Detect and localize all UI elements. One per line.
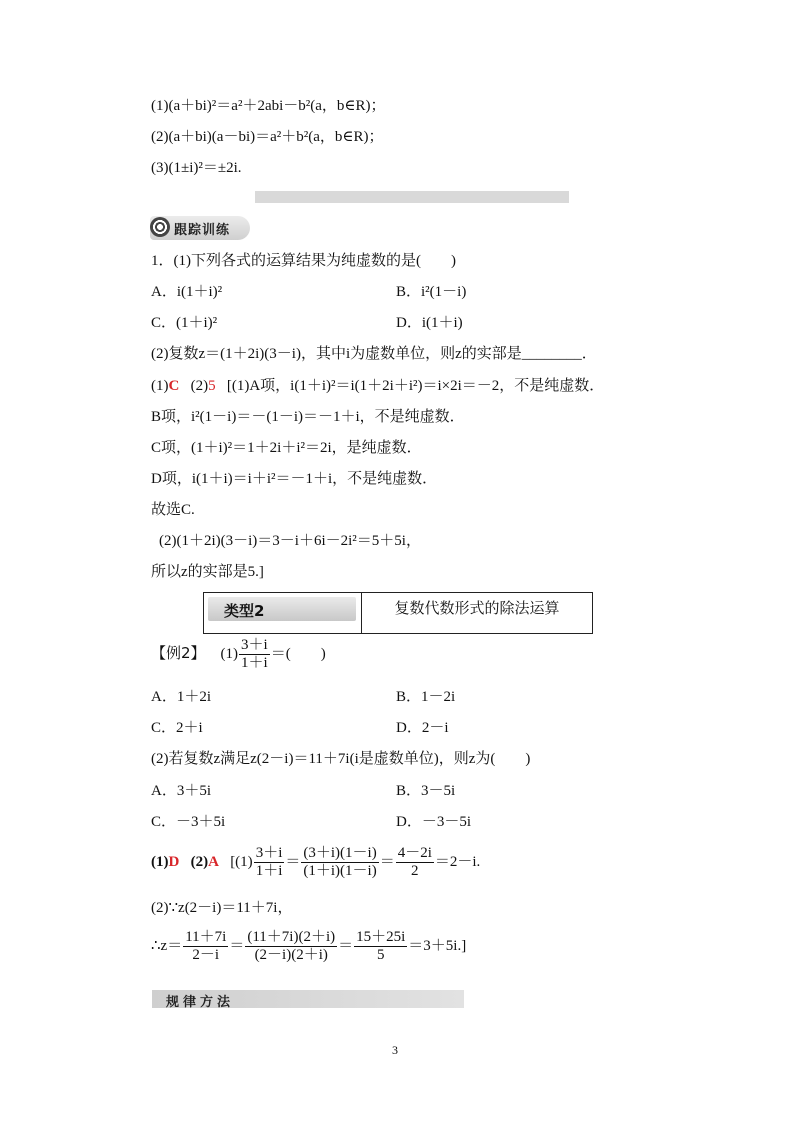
answer2-line1: (1)D (2)A [(1) $\frac{3+i}{1+i}$ ＝ $\frac{(3+i)(1-i)}{(1+i)(1-i)}$ ＝ $\frac{4-2i}{2}$ ＝2－i. bbox=[151, 845, 481, 880]
ex2-q2-option-b: B．3－5i bbox=[396, 783, 456, 799]
sol2-fraction-1 bbox=[183, 929, 228, 964]
sol1-fraction-1 bbox=[254, 845, 285, 880]
type-tag-cell bbox=[204, 593, 362, 633]
answer2-p2-prefix: (2) bbox=[190, 854, 209, 870]
answer1-p1-prefix: (1) bbox=[151, 378, 169, 394]
type-heading-box bbox=[203, 592, 593, 634]
q1-part2: (2)复数z＝(1＋2i)(3－i)，其中i为虚数单位，则z的实部是________． bbox=[151, 346, 597, 362]
sol1-f1-den: 1＋i bbox=[255, 863, 283, 880]
sol2-g2-num: (11＋7i)(2＋i) bbox=[247, 929, 336, 946]
sol1-fraction-2 bbox=[301, 845, 378, 880]
q1-option-c: C．(1＋i)² bbox=[151, 315, 218, 331]
ex2-q2-stem: (2)若复数z满足z(2－i)＝11＋7i(i是虚数单位)，则z为( ) bbox=[151, 751, 531, 767]
target-icon bbox=[150, 217, 170, 237]
sol2-g2-den: (2－i)(2＋i) bbox=[254, 947, 328, 964]
formula-line-3: (3)(1±i)²＝±2i. bbox=[151, 160, 242, 176]
answer1-conclusion: 所以z的实部是5.] bbox=[151, 564, 264, 580]
answer1-p2-value: 5 bbox=[208, 378, 216, 394]
answer2-p2-letter: A bbox=[208, 854, 219, 870]
sol1-f2-den: (1＋i)(1－i) bbox=[303, 863, 377, 880]
ex2-q1-numerator: 3＋i bbox=[241, 637, 268, 654]
q1-stem: 1．(1)下列各式的运算结果为纯虚数的是( ) bbox=[151, 253, 456, 269]
tracking-practice-badge bbox=[150, 216, 250, 240]
badge-label: 跟踪训练 bbox=[174, 223, 231, 238]
sol2-fraction-2 bbox=[245, 929, 337, 964]
ex2-q2-option-d: D．－3－5i bbox=[396, 814, 472, 830]
ex2-q1-prefix: (1) bbox=[220, 646, 239, 662]
ex2-q1-option-b: B．1－2i bbox=[396, 689, 456, 705]
formula-line-2: (2)(a＋bi)(a－bi)＝a²＋b²(a，b∈R)； bbox=[151, 129, 384, 145]
sol2-g1-num: 11＋7i bbox=[185, 929, 227, 946]
method-tag-label: 规律方法 bbox=[166, 995, 235, 1010]
ex2-q1-option-a: A．1＋2i bbox=[151, 689, 212, 705]
formula-line-1: (1)(a＋bi)²＝a²＋2abi－b²(a，b∈R)； bbox=[151, 98, 386, 114]
ex2-q1-fraction bbox=[239, 637, 270, 672]
sol1-result: ＝2－i. bbox=[434, 854, 481, 870]
type-tag bbox=[208, 597, 356, 621]
answer1-choose: 故选C. bbox=[151, 502, 195, 518]
answer1-explain-b: B项，i²(1－i)＝－(1－i)＝－1＋i，不是纯虚数． bbox=[151, 409, 465, 425]
sol1-f3-den: 2 bbox=[411, 863, 419, 880]
sol1-fraction-3 bbox=[396, 845, 434, 880]
type-tag-label: 类型2 bbox=[224, 602, 265, 620]
section-divider bbox=[255, 191, 569, 203]
sol1-f3-num: 4－2i bbox=[397, 845, 432, 862]
q1-option-a: A．i(1＋i)² bbox=[151, 284, 223, 300]
answer1-part2: (2)(1＋2i)(3－i)＝3－i＋6i－2i²＝5＋5i， bbox=[159, 533, 421, 549]
answer1-explain-d: D项，i(1＋i)＝i＋i²＝－1＋i，不是纯虚数． bbox=[151, 471, 438, 487]
ex2-q1-option-d: D．2－i bbox=[396, 720, 449, 736]
page-number: 3 bbox=[392, 1043, 398, 1057]
answer1-line bbox=[151, 377, 604, 395]
therefore-prefix: ∴z＝ bbox=[151, 938, 183, 954]
ex2-q1-option-c: C．2＋i bbox=[151, 720, 203, 736]
answer2-therefore: ∴z＝ $\frac{11+7i}{2-i}$ ＝ $\frac{(11+7i)(2+i)}{(2-i)(2+i)}$ ＝ $\frac{15+25i}{5}$ ＝3＋5i.] bbox=[151, 929, 467, 964]
answer2-p1-letter: D bbox=[168, 854, 180, 870]
sol2-result: ＝3＋5i.] bbox=[408, 938, 467, 954]
answer1-explain-first: [(1)A项，i(1＋i)²＝i(1＋2i＋i²)＝i×2i＝－2，不是纯虚数． bbox=[226, 378, 605, 394]
answer2-p1-prefix: (1) bbox=[151, 854, 169, 870]
sol2-g3-num: 15＋25i bbox=[356, 929, 406, 946]
type-title: 复数代数形式的除法运算 bbox=[394, 599, 560, 617]
ex2-label: 【例2】 bbox=[151, 644, 206, 662]
q1-option-b: B．i²(1－i) bbox=[396, 284, 467, 300]
q1-option-d: D．i(1＋i) bbox=[396, 315, 463, 331]
answer1-explain-c: C项，(1＋i)²＝1＋2i＋i²＝2i，是纯虚数． bbox=[151, 440, 422, 456]
sol2-g3-den: 5 bbox=[376, 947, 385, 964]
sol1-f2-num: (3＋i)(1－i) bbox=[303, 845, 377, 862]
sol2-g1-den: 2－i bbox=[192, 947, 220, 964]
ex2-q2-option-c: C．－3＋5i bbox=[151, 814, 226, 830]
answer1-p1-letter: C bbox=[168, 378, 180, 394]
answer1-p2-prefix: (2) bbox=[190, 378, 209, 394]
ex2-q1-suffix: ＝( ) bbox=[270, 646, 326, 662]
sol2-fraction-3 bbox=[354, 929, 407, 964]
sol1-f1-num: 3＋i bbox=[255, 845, 283, 862]
ex2-q1 bbox=[151, 636, 326, 672]
method-tag bbox=[152, 990, 464, 1008]
answer2-since: (2)∵z(2－i)＝11＋7i， bbox=[151, 900, 293, 916]
answer2-sol1-prefix: [(1) bbox=[230, 854, 253, 870]
ex2-q2-option-a: A．3＋5i bbox=[151, 783, 212, 799]
ex2-q1-denominator: 1＋i bbox=[241, 655, 268, 672]
